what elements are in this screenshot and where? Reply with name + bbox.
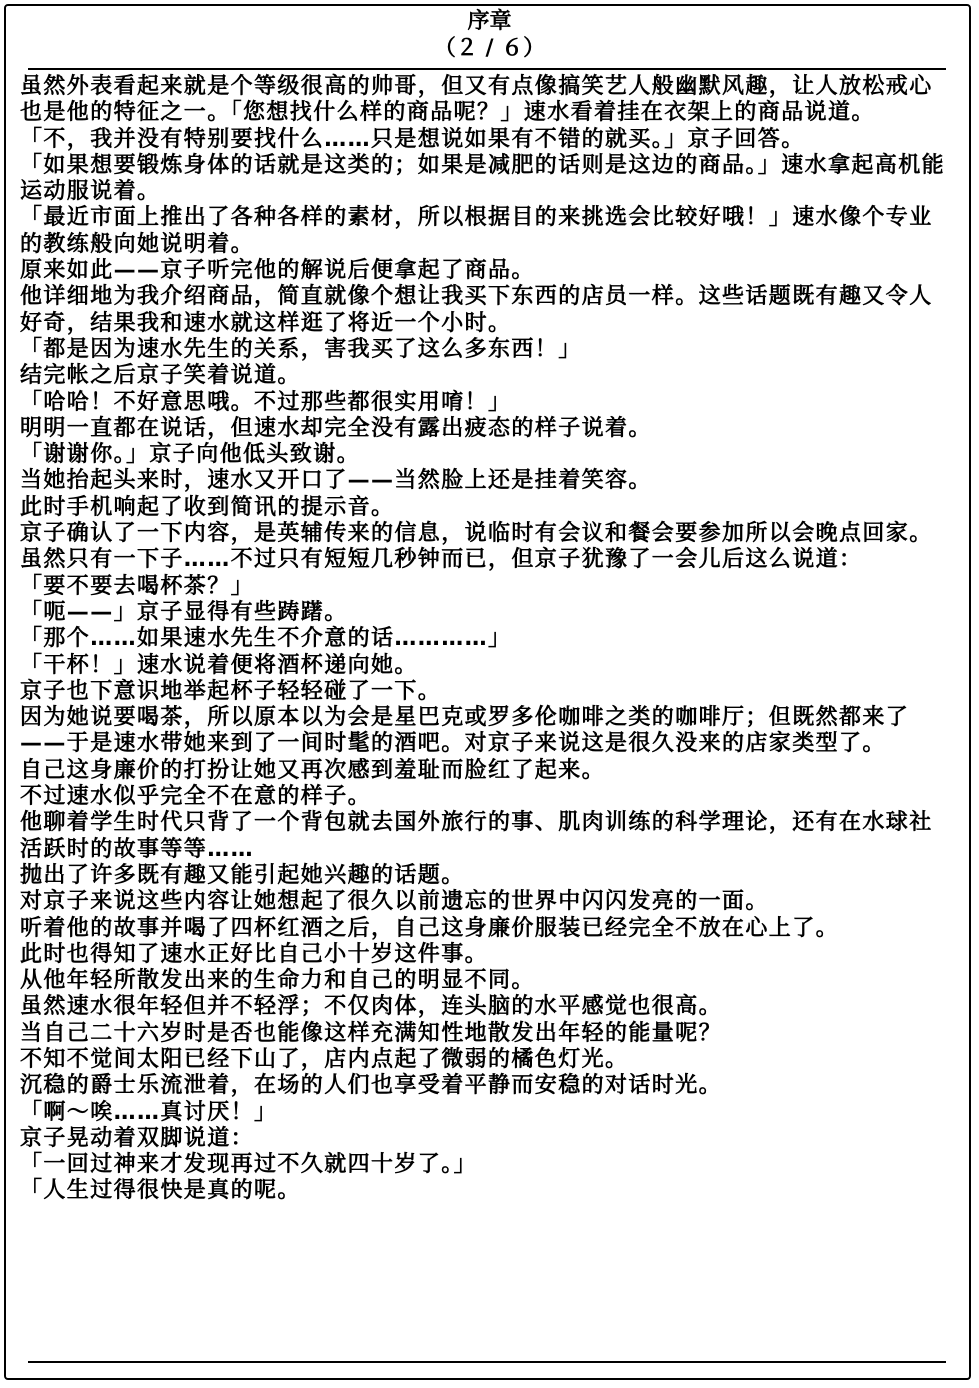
paragraph: 当自己二十六岁时是否也能像这样充满知性地散发出年轻的能量呢？ bbox=[20, 1020, 723, 1046]
paragraph: 「一回过神来才发现再过不久就四十岁了。」 bbox=[20, 1152, 478, 1178]
paragraph: 从他年轻所散发出来的生命力和自己的明显不同。 bbox=[20, 968, 535, 994]
paragraph: 「人生过得很快是真的呢。 bbox=[20, 1178, 301, 1204]
paragraph: 此时手机响起了收到简讯的提示音。 bbox=[20, 494, 395, 520]
paragraph: 京子晃动着双脚说道： bbox=[20, 1125, 255, 1151]
page-header bbox=[0, 8, 979, 62]
paragraph: 对京子来说这些内容让她想起了很久以前遗忘的世界中闪闪发亮的一面。 bbox=[20, 889, 769, 915]
paragraph: 抛出了许多既有趣又能引起她兴趣的话题。 bbox=[20, 862, 465, 888]
paragraph: 他详细地为我介绍商品，简直就像个想让我买下东西的店员一样。这些话题既有趣又令人好奇，结果我和速水就这样逛了将近一个小时。 bbox=[20, 284, 933, 336]
body-text bbox=[20, 74, 952, 1205]
paragraph: 此时也得知了速水正好比自己小十岁这件事。 bbox=[20, 941, 489, 967]
paragraph: 不知不觉间太阳已经下山了，店内点起了微弱的橘色灯光。 bbox=[20, 1046, 629, 1072]
paragraph: 「干杯！」速水说着便将酒杯递向她。 bbox=[20, 652, 418, 678]
paragraph: 因为她说要喝茶，所以原本以为会是星巴克或罗多伦咖啡之类的咖啡厅；但既然都来了——于是速水带她来到了一间时髦的酒吧。对京子来说这是很久没来的店家类型了。 bbox=[20, 705, 910, 757]
page-indicator: （２ / ６） bbox=[433, 36, 546, 61]
paragraph: 「如果想要锻炼身体的话就是这类的；如果是减肥的话则是这边的商品。」速水拿起高机能运动服说着。 bbox=[20, 152, 946, 205]
paragraph: 「呃——」京子显得有些踌躇。 bbox=[20, 599, 348, 625]
paragraph: 虽然速水很年轻但并不轻浮；不仅肉体，连头脑的水平感觉也很高。 bbox=[20, 994, 723, 1020]
paragraph: 听着他的故事并喝了四杯红酒之后，自己这身廉价服装已经完全不放在心上了。 bbox=[20, 915, 840, 941]
paragraph: 京子也下意识地举起杯子轻轻碰了一下。 bbox=[20, 678, 442, 704]
paragraph: 「谢谢你。」京子向他低头致谢。 bbox=[20, 442, 361, 468]
paragraph: 「要不要去喝杯茶？」 bbox=[20, 573, 255, 599]
bottom-divider bbox=[28, 1361, 946, 1363]
paragraph: 明明一直都在说话，但速水却完全没有露出疲态的样子说着。 bbox=[20, 415, 652, 441]
paragraph: 「那个……如果速水先生不介意的话…………」 bbox=[20, 626, 512, 652]
paragraph: 结完帐之后京子笑着说道。 bbox=[20, 363, 301, 389]
paragraph: 「不，我并没有特别要找什么……只是想说如果有不错的就买。」京子回答。 bbox=[20, 126, 805, 152]
paragraph: 虽然外表看起来就是个等级很高的帅哥，但又有点像搞笑艺人般幽默风趣，让人放松戒心也是他的特征之一。「您想找什么样的商品呢？」速水看着挂在衣架上的商品说道。 bbox=[20, 74, 933, 126]
paragraph: 当她抬起头来时，速水又开口了——当然脸上还是挂着笑容。 bbox=[20, 468, 652, 494]
paragraph: 「啊～唉……真讨厌！」 bbox=[20, 1099, 278, 1125]
paragraph: 京子确认了一下内容，是英辅传来的信息，说临时有会议和餐会要参加所以会晚点回家。虽然只有一下子……不过只有短短几秒钟而已，但京子犹豫了一会儿后这么说道： bbox=[20, 521, 933, 573]
paragraph: 「最近市面上推出了各种各样的素材，所以根据目的来挑选会比较好哦！」速水像个专业的教练般向她说明着。 bbox=[20, 205, 933, 257]
paragraph: 他聊着学生时代只背了一个背包就去国外旅行的事、肌肉训练的科学理论，还有在水球社活跃时的故事等等…… bbox=[20, 810, 933, 862]
top-divider bbox=[28, 68, 946, 70]
paragraph: 「哈哈！不好意思哦。不过那些都很实用唷！」 bbox=[20, 389, 512, 415]
paragraph: 自己这身廉价的打扮让她又再次感到羞耻而脸红了起来。 bbox=[20, 757, 606, 783]
chapter-title: 序章 bbox=[467, 9, 512, 34]
paragraph: 原来如此——京子听完他的解说后便拿起了商品。 bbox=[20, 258, 535, 284]
paragraph: 沉稳的爵士乐流泄着，在场的人们也享受着平静而安稳的对话时光。 bbox=[20, 1073, 723, 1099]
paragraph: 「都是因为速水先生的关系，害我买了这么多东西！」 bbox=[20, 336, 582, 362]
paragraph: 不过速水似乎完全不在意的样子。 bbox=[20, 784, 372, 810]
